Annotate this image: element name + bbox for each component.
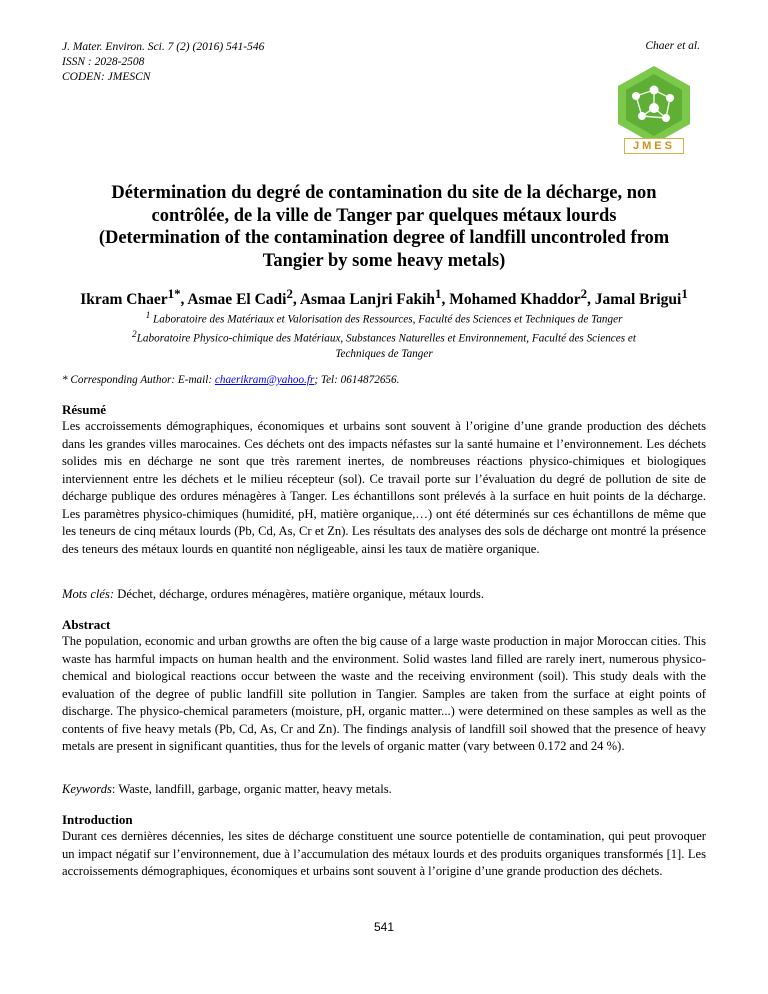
resume-heading: Résumé <box>62 402 107 417</box>
journal-header <box>62 40 264 85</box>
journal-citation: J. Mater. Environ. Sci. 7 (2) (2016) 541-546 <box>62 41 265 53</box>
email-link[interactable]: chaerikram@yahoo.fr <box>214 374 315 386</box>
introduction-heading: Introduction <box>62 812 133 827</box>
corresponding-author: * Corresponding Author: E-mail: chaerikram@yahoo.fr; Tel: 0614872656. <box>62 374 400 386</box>
affiliations <box>60 309 708 363</box>
resume-keywords: Mots clés: Déchet, décharge, ordures ménagères, matière organique, métaux lourds. <box>62 587 484 601</box>
page-number: 541 <box>373 920 395 934</box>
abstract-heading: Abstract <box>62 617 111 632</box>
author-name: Mohamed Khaddor <box>449 291 581 309</box>
introduction-text: Durant ces dernières décennies, les sites de décharge constituent une source potentielle de contamination, qui peut provoquer un impact négatif sur l’environnement, due à l’accumulation des métaux lourds et des produits organiques transformés [1]. Les accroissements démographiques, économiques et urbains sont souvent à l’origine d’une grande production des déchets. <box>62 829 706 878</box>
author-name: Asmaa Lanjri Fakih <box>299 291 436 309</box>
resume-text: Les accroissements démographiques, économiques et urbains sont souvent à l’origine d’une grande production des déchets dans les grandes villes marocaines. Ces déchets ont des impacts néfastes sur la santé humaine et l’environnement. Les déchets solides mis en décharge ne sont que très rarement inertes, de nombreuses réactions physico-chimiques et biologiques interviennent entre les déchets et le milieu récepteur (sol). Ce travail porte sur l’évaluation du degré de pollution de site de décharge publique des ordures ménagères à Tanger. Les échantillons sont prélevés à la surface en huit points de la décharge. Les paramètres physico-chimiques (humidité, pH, matière organique,…) ont été déterminés sur ces échantillons de même que les teneurs de cinq métaux lourds (Pb, Cd, As, Cr et Zn). Les résultats des analyses des sols de décharge ont montré la présence des teneurs des métaux lourds en quantité non négligeable, ainsi les taux de matière organique. <box>62 419 706 556</box>
running-author: Chaer et al. <box>645 40 700 52</box>
author-name: Jamal Brigui <box>594 291 682 309</box>
author-name: Ikram Chaer <box>80 291 168 309</box>
affiliation-2-cont: Techniques de Tanger <box>335 348 433 361</box>
paper-title: Détermination du degré de contamination du site de la décharge, non contrôlée, de la ville de Tanger par quelques métaux lourds (Determination of the contamination degree of landfill uncontroled from Tangier by some heavy metals) <box>98 183 670 271</box>
affiliation-2: $^2$Laboratoire Physico-chimique des Matériaux, Substances Naturelles et Environnement, Faculté des Sciences et <box>132 330 636 345</box>
affiliation-1: $^1$ Laboratoire des Matériaux et Valorisation des Ressources, Faculté des Sciences et Techniques de Tanger <box>145 311 623 326</box>
author-name: Asmae El Cadi <box>187 291 287 309</box>
journal-issn: ISSN : 2028-2508 <box>62 56 145 68</box>
journal-coden: CODEN: JMESCN <box>62 71 151 83</box>
abstract-text: The population, economic and urban growths are often the big cause of a large waste production in major Moroccan cities. This waste has harmful impacts on human health and the environment. Solid wastes land filled are rarely inert, numerous physico-chemical and biological reactions occur between the waste and the receiving environment (soil). This study deals with the evaluation of the degree of public landfill site pollution in Tangier. Samples are taken from the surface at eight points of discharge. The physico-chemical parameters (moisture, pH, organic matter...) were determined on these samples as well as the contents of five heavy metals (Pb, Cd, As, Cr and Zn). The findings analysis of landfill soil showed that the presence of heavy metals are present in significant quantities, thus for the levels of organic matter (vary between 0.172 and 24 %). <box>62 634 706 753</box>
jmes-logo-text: JMES <box>624 138 684 154</box>
abstract-keywords: Keywords: Waste, landfill, garbage, organic matter, heavy metals. <box>62 782 392 796</box>
author-list: Ikram Chaer$^{1*}$, Asmae El Cadi$^2$, Asmaa Lanjri Fakih$^1$, Mohamed Khaddor$^2$, Jamal Brigui$^1$ <box>80 286 688 309</box>
